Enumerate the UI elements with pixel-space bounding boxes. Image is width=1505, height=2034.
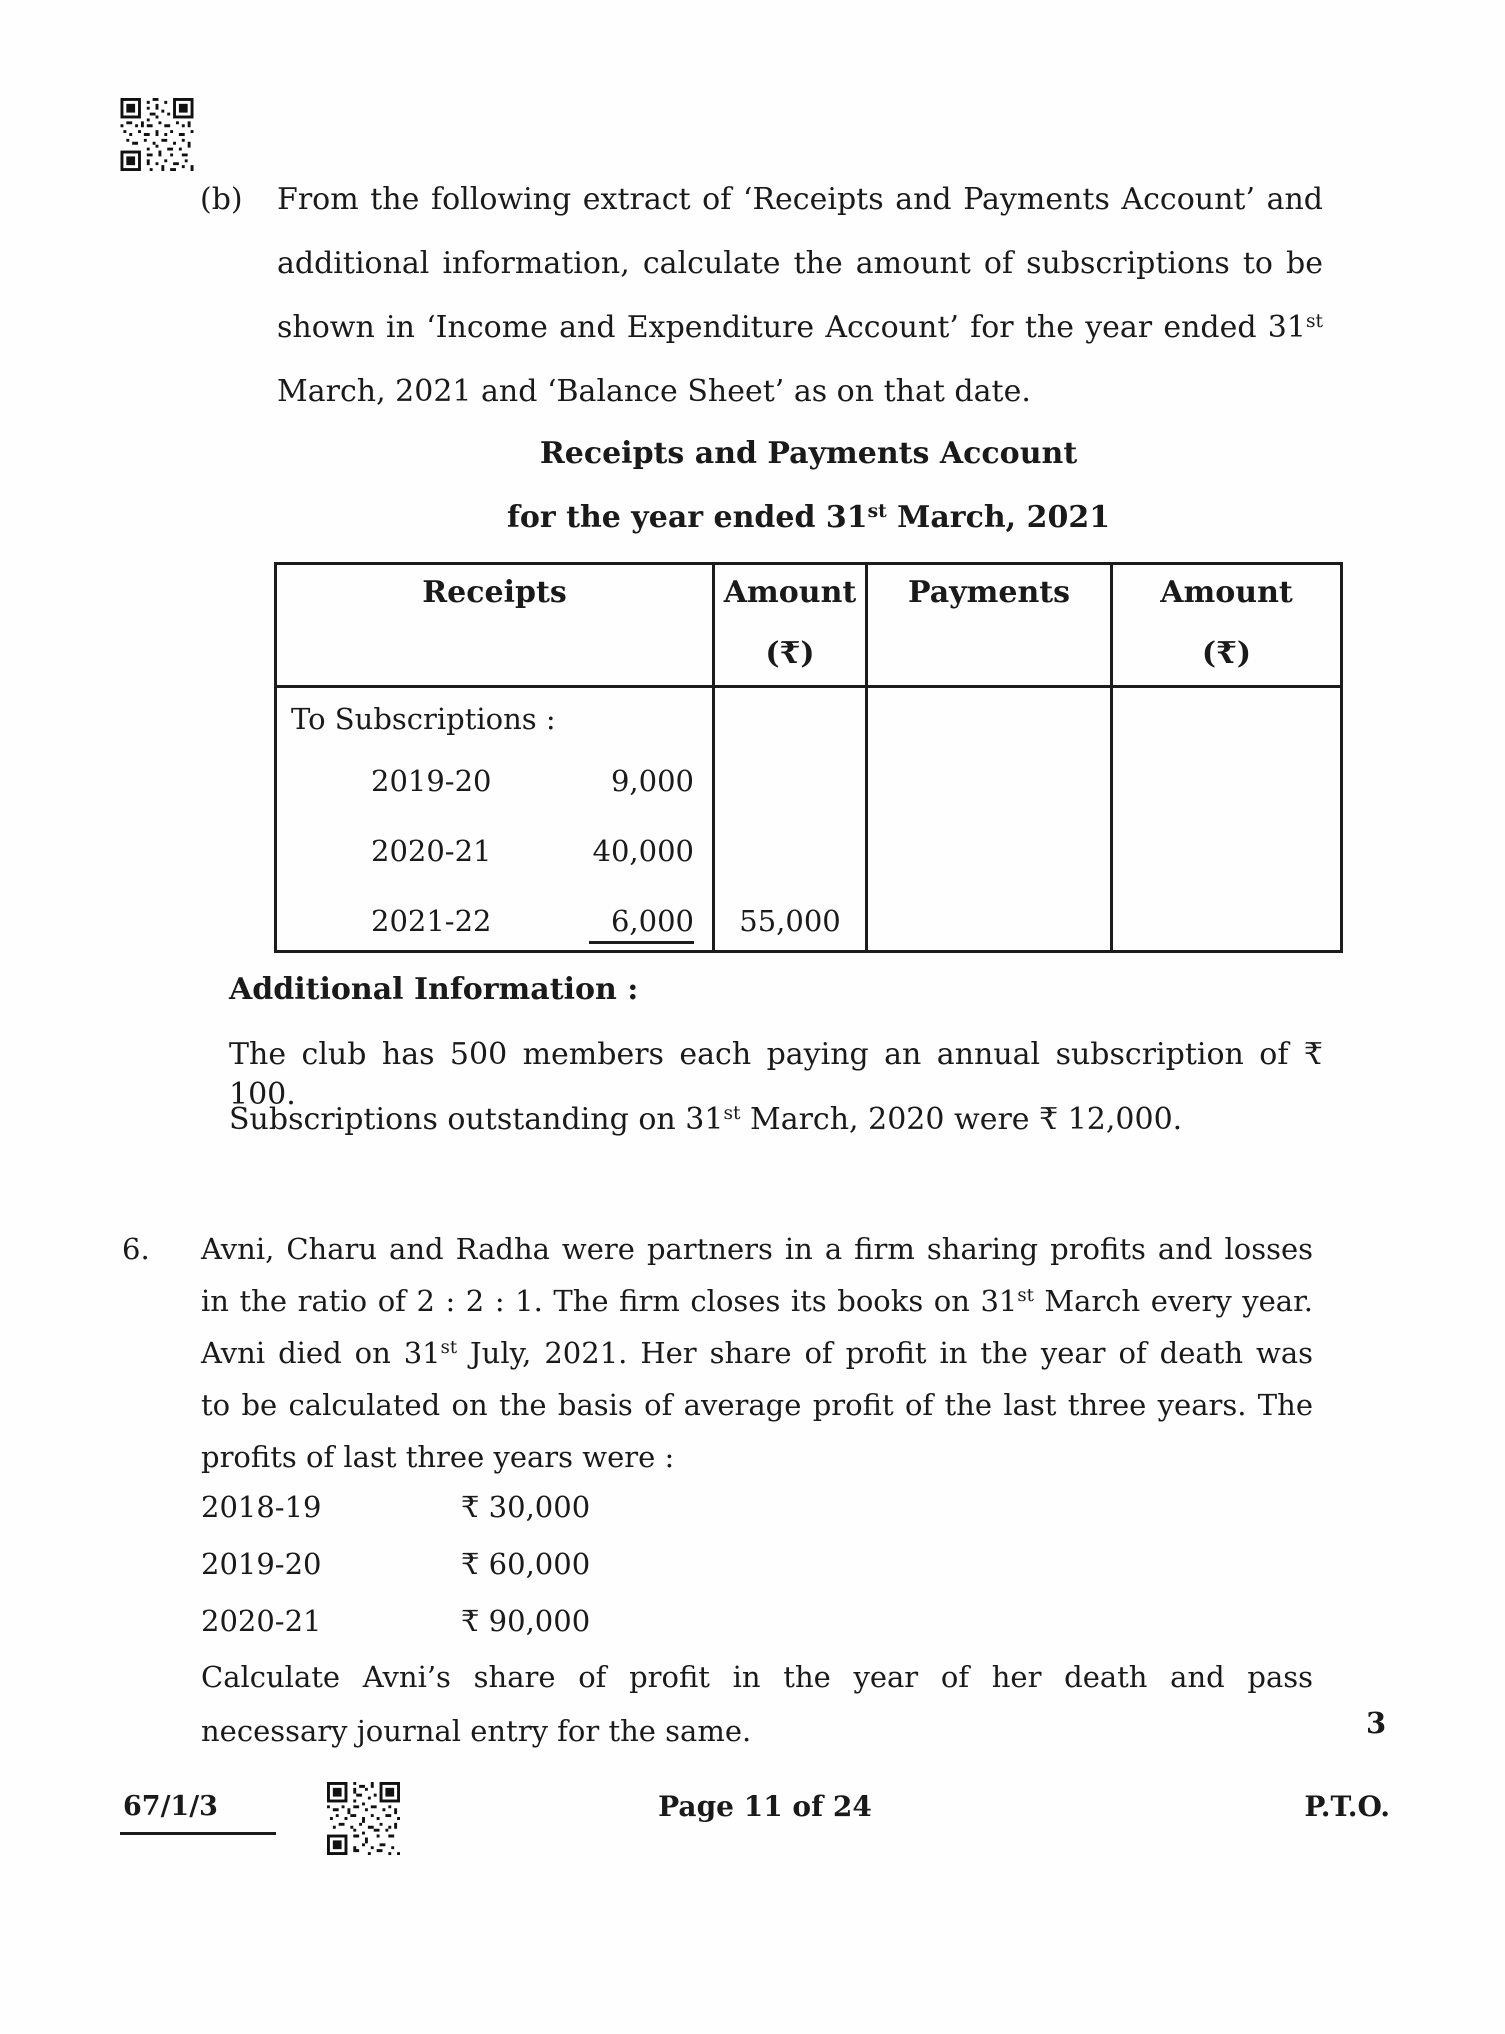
table-title: Receipts and Payments Account: [539, 436, 1078, 471]
rupee-symbol: (₹): [765, 636, 815, 671]
part-b-line-3: [277, 308, 1323, 348]
qr-code-top: [120, 98, 194, 171]
question6-line-1: Avni, Charu and Radha were partners in a firm sharing profits and losses: [201, 1232, 1313, 1266]
amount-receipts-cell: [715, 688, 868, 950]
table-subtitle-pre: for the year ended 31: [506, 500, 868, 535]
subscription-amount: 9,000: [610, 764, 694, 798]
payments-cell: [868, 688, 1113, 950]
rupee-symbol: (₹): [1201, 636, 1252, 671]
question6-line-4: to be calculated on the basis of average profit of the last three years. The: [201, 1388, 1313, 1422]
subscription-row: [371, 904, 694, 944]
ordinal-suffix: st: [1017, 1285, 1034, 1307]
question-number: 6.: [122, 1232, 150, 1266]
profit-amount: ₹ 90,000: [461, 1604, 591, 1638]
part-b-line-4: March, 2021 and ‘Balance Sheet’ as on that date.: [277, 374, 1031, 409]
payments-header: Payments: [868, 565, 1113, 688]
question6-line-2: in the ratio of 2 : 2 : 1. The firm closes its books on 31st March every year.: [201, 1284, 1313, 1318]
profit-row: [201, 1547, 591, 1581]
part-b-line-2: additional information, calculate the amount of subscriptions to be: [277, 246, 1323, 281]
ordinal-suffix: st: [440, 1337, 458, 1359]
question6-closing-1: Calculate Avni’s share of profit in the year of her death and pass: [201, 1660, 1313, 1694]
page-number: Page 11 of 24: [658, 1790, 872, 1823]
question6-line-5: profits of last three years were :: [201, 1440, 675, 1474]
profit-year: 2019-20: [201, 1547, 322, 1581]
question6-line-3: Avni died on 31st July, 2021. Her share of profit in the year of death was: [201, 1336, 1313, 1370]
subscriptions-group-label: To Subscriptions :: [291, 702, 556, 736]
subscription-year: 2021-22: [371, 904, 492, 938]
additional-info-heading: Additional Information :: [229, 972, 639, 1007]
table-subtitle: [274, 498, 1343, 538]
profit-year: 2020-21: [201, 1604, 322, 1638]
additional-info-line-1: The club has 500 members each paying an annual subscription of ₹ 100.: [229, 1037, 1323, 1112]
profit-row: [201, 1604, 591, 1638]
paper-code: 67/1/3: [123, 1791, 218, 1822]
subscription-year: 2019-20: [371, 764, 492, 798]
profit-amount: ₹ 60,000: [461, 1547, 591, 1581]
profit-amount: ₹ 30,000: [461, 1490, 591, 1524]
question6-closing-2: necessary journal entry for the same.: [201, 1714, 752, 1748]
profit-year: 2018-19: [201, 1490, 322, 1524]
ordinal-suffix: st: [723, 1102, 741, 1124]
subscriptions-total: 55,000: [739, 904, 841, 938]
part-b-line-1: From the following extract of ‘Receipts and Payments Account’ and: [277, 182, 1323, 217]
profit-row: [201, 1490, 591, 1524]
amount-payments-header: Amount (₹): [1113, 565, 1340, 688]
additional-info-line-2: Subscriptions outstanding on 31st March, 2020 were ₹ 12,000.: [229, 1102, 1183, 1137]
table-subtitle-post: March, 2021: [886, 500, 1111, 535]
amount-receipts-header: Amount (₹): [715, 565, 868, 688]
subscription-amount-underlined: 6,000: [589, 904, 694, 944]
receipts-payments-table: [274, 562, 1343, 953]
receipts-header: Receipts: [277, 565, 715, 688]
question-marks: 3: [1366, 1706, 1387, 1740]
ordinal-suffix: st: [867, 500, 887, 522]
part-b-label: (b): [200, 182, 243, 217]
amount-payments-cell: [1113, 688, 1340, 950]
receipts-cell: [277, 688, 715, 950]
subscription-year: 2020-21: [371, 834, 492, 868]
paper-code-rule: [120, 1832, 276, 1835]
subscription-row: [371, 764, 694, 798]
subscription-amount: 40,000: [592, 834, 694, 868]
subscription-row: [371, 834, 694, 868]
ordinal-suffix: st: [1305, 310, 1323, 332]
part-b-line-3-text: shown in ‘Income and Expenditure Account’ for the year ended 31: [277, 310, 1306, 345]
pto-label: P.T.O.: [1304, 1790, 1390, 1823]
